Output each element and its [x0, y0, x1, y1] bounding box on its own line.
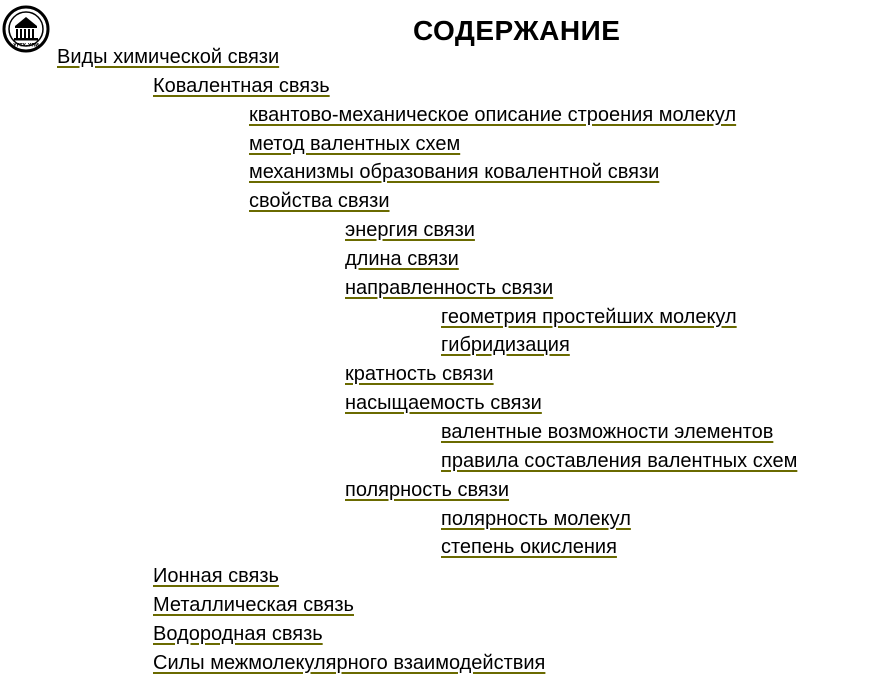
- toc-item: [0, 331, 797, 360]
- toc-link[interactable]: кратность связи: [345, 363, 494, 386]
- toc-item: [0, 72, 797, 101]
- toc-link[interactable]: насыщаемость связи: [345, 392, 542, 415]
- toc-item: [0, 360, 797, 389]
- toc-link[interactable]: энергия связи: [345, 219, 475, 242]
- toc-link[interactable]: квантово-механическое описание строения молекул: [249, 103, 737, 126]
- toc-link[interactable]: метод валентных схем: [249, 132, 461, 155]
- toc-item: [0, 418, 797, 447]
- toc-link[interactable]: свойства связи: [249, 190, 390, 213]
- table-of-contents: [0, 43, 797, 678]
- toc-item: [0, 187, 797, 216]
- toc-item: [0, 158, 797, 187]
- toc-link[interactable]: полярность связи: [345, 478, 510, 501]
- toc-link[interactable]: Силы межмолекулярного взаимодействия: [153, 651, 546, 674]
- toc-link[interactable]: геометрия простейших молекул: [441, 305, 737, 328]
- toc-link[interactable]: валентные возможности элементов: [441, 420, 774, 443]
- toc-link[interactable]: Ионная связь: [153, 565, 279, 588]
- toc-item: [0, 303, 797, 332]
- toc-link[interactable]: степень окисления: [441, 536, 617, 559]
- toc-item: [0, 274, 797, 303]
- logo-text: УГТУ-УПИ: [13, 43, 39, 49]
- toc-link[interactable]: механизмы образования ковалентной связи: [249, 161, 660, 184]
- toc-link[interactable]: Металлическая связь: [153, 594, 354, 617]
- toc-link[interactable]: Виды химической связи: [57, 46, 280, 68]
- toc-item: [0, 245, 797, 274]
- toc-item: [0, 43, 797, 72]
- toc-item: [0, 591, 797, 620]
- toc-link[interactable]: гибридизация: [441, 334, 570, 357]
- page-title: СОДЕРЖАНИЕ: [413, 15, 621, 46]
- toc-item: [0, 562, 797, 591]
- toc-item: [0, 476, 797, 505]
- toc-item: [0, 533, 797, 562]
- toc-link[interactable]: правила составления валентных схем: [441, 449, 798, 472]
- toc-item: [0, 389, 797, 418]
- toc-link[interactable]: Ковалентная связь: [153, 74, 330, 97]
- toc-item: [0, 216, 797, 245]
- toc-item: [0, 447, 797, 476]
- toc-link[interactable]: длина связи: [345, 247, 459, 270]
- toc-item: [0, 505, 797, 534]
- toc-item: [0, 649, 797, 678]
- toc-link[interactable]: направленность связи: [345, 276, 554, 299]
- toc-item: [0, 101, 797, 130]
- toc-item: [0, 130, 797, 159]
- toc-link[interactable]: полярность молекул: [441, 507, 631, 530]
- toc-item: [0, 620, 797, 649]
- toc-link[interactable]: Водородная связь: [153, 622, 323, 645]
